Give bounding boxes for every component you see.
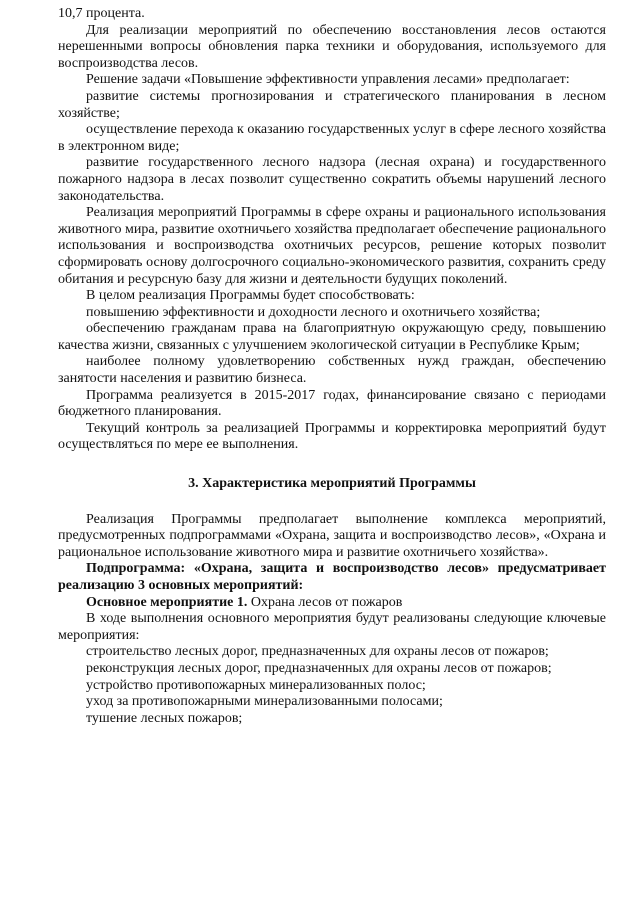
paragraph-continuation: 10,7 процента. — [58, 6, 145, 21]
paragraph-subprograms: Реализация Программы предполагает выполнение комплекса мероприятий, предусмотренных подпрограммами «Охрана, защита и воспроизводство лесов», «Охрана и рациональное использование животного мира и развитие охотничьего хозяйства». — [58, 511, 606, 560]
spacer — [58, 493, 606, 512]
paragraph-subprogram-title: Подпрограмма: «Охрана, защита и воспроизводство лесов» предусматривает реализацию 3 основных мероприятий: — [58, 561, 606, 593]
paragraph-program-contribution: В целом реализация Программы будет способствовать: — [86, 288, 415, 304]
paragraph-control: Текущий контроль за реализацией Программы и корректировка мероприятий будут осуществляться по мере ее выполнения. — [58, 420, 606, 453]
list-item-electronic-services: осуществление перехода к оказанию государственных услуг в сфере лесного хозяйства в электронном виде; — [58, 122, 606, 154]
spacer — [58, 454, 606, 476]
list-item-citizens-needs: наиболее полному удовлетворению собственных нужд граждан, обеспечению занятости населения и развитию бизнеса. — [58, 354, 606, 387]
list-item-forecasting: развитие системы прогнозирования и стратегического планирования в лесном хозяйстве; — [58, 88, 606, 121]
list-item-efficiency: повышению эффективности и доходности лесного и охотничьего хозяйства; — [86, 304, 541, 320]
list-item-forest-supervision: развитие государственного лесного надзора (лесная охрана) и государственного пожарного надзора в лесах позволит существенно сократить объемы нарушений лесного законодательства. — [58, 155, 606, 204]
document-page — [58, 6, 606, 727]
list-item-road-construction: строительство лесных дорог, предназначенных для охраны лесов от пожаров; — [86, 644, 549, 660]
paragraph-task-solution: Решение задачи «Повышение эффективности управления лесами» предполагает: — [86, 72, 570, 88]
paragraph-period: Программа реализуется в 2015-2017 годах, финансирование связано с периодами бюджетного планирования. — [58, 387, 606, 420]
paragraph-key-activities: В ходе выполнения основного мероприятия будут реализованы следующие ключевые мероприятия: — [58, 611, 606, 643]
list-item-fire-suppression: тушение лесных пожаров; — [86, 710, 243, 726]
list-item-road-reconstruction: реконструкция лесных дорог, предназначенных для охраны лесов от пожаров; — [86, 660, 552, 676]
list-item-firebreak-construction: устройство противопожарных минерализованных полос; — [86, 677, 426, 693]
main-activity-label: Основное мероприятие 1. — [86, 594, 248, 610]
paragraph-main-activity-1 — [58, 595, 606, 612]
paragraph-forest-restoration: Для реализации мероприятий по обеспечению восстановления лесов остаются нерешенными вопросы обновления парка техники и оборудования, используемого для воспроизводства лесов. — [58, 22, 606, 71]
paragraph-wildlife: Реализация мероприятий Программы в сфере охраны и рационального использования животного мира, развитие охотничьего хозяйства предполагает обеспечение рационального использования и воспроизводства охотничьих ресурсов, решение которых позволит сформировать основу долгосрочного социально-экономического развития, сохранить среду обитания и ресурсную базу для жизни и деятельности будущих поколений. — [58, 205, 606, 287]
main-activity-text: Охрана лесов от пожаров — [247, 594, 403, 610]
list-item-environment: обеспечению гражданам права на благоприятную окружающую среду, повышению качества жизни, связанных с улучшением экологической ситуации в Республике Крым; — [58, 321, 606, 353]
section-heading: 3. Характеристика мероприятий Программы — [188, 476, 476, 492]
list-item-firebreak-maintenance: уход за противопожарными минерализованными полосами; — [86, 694, 443, 710]
